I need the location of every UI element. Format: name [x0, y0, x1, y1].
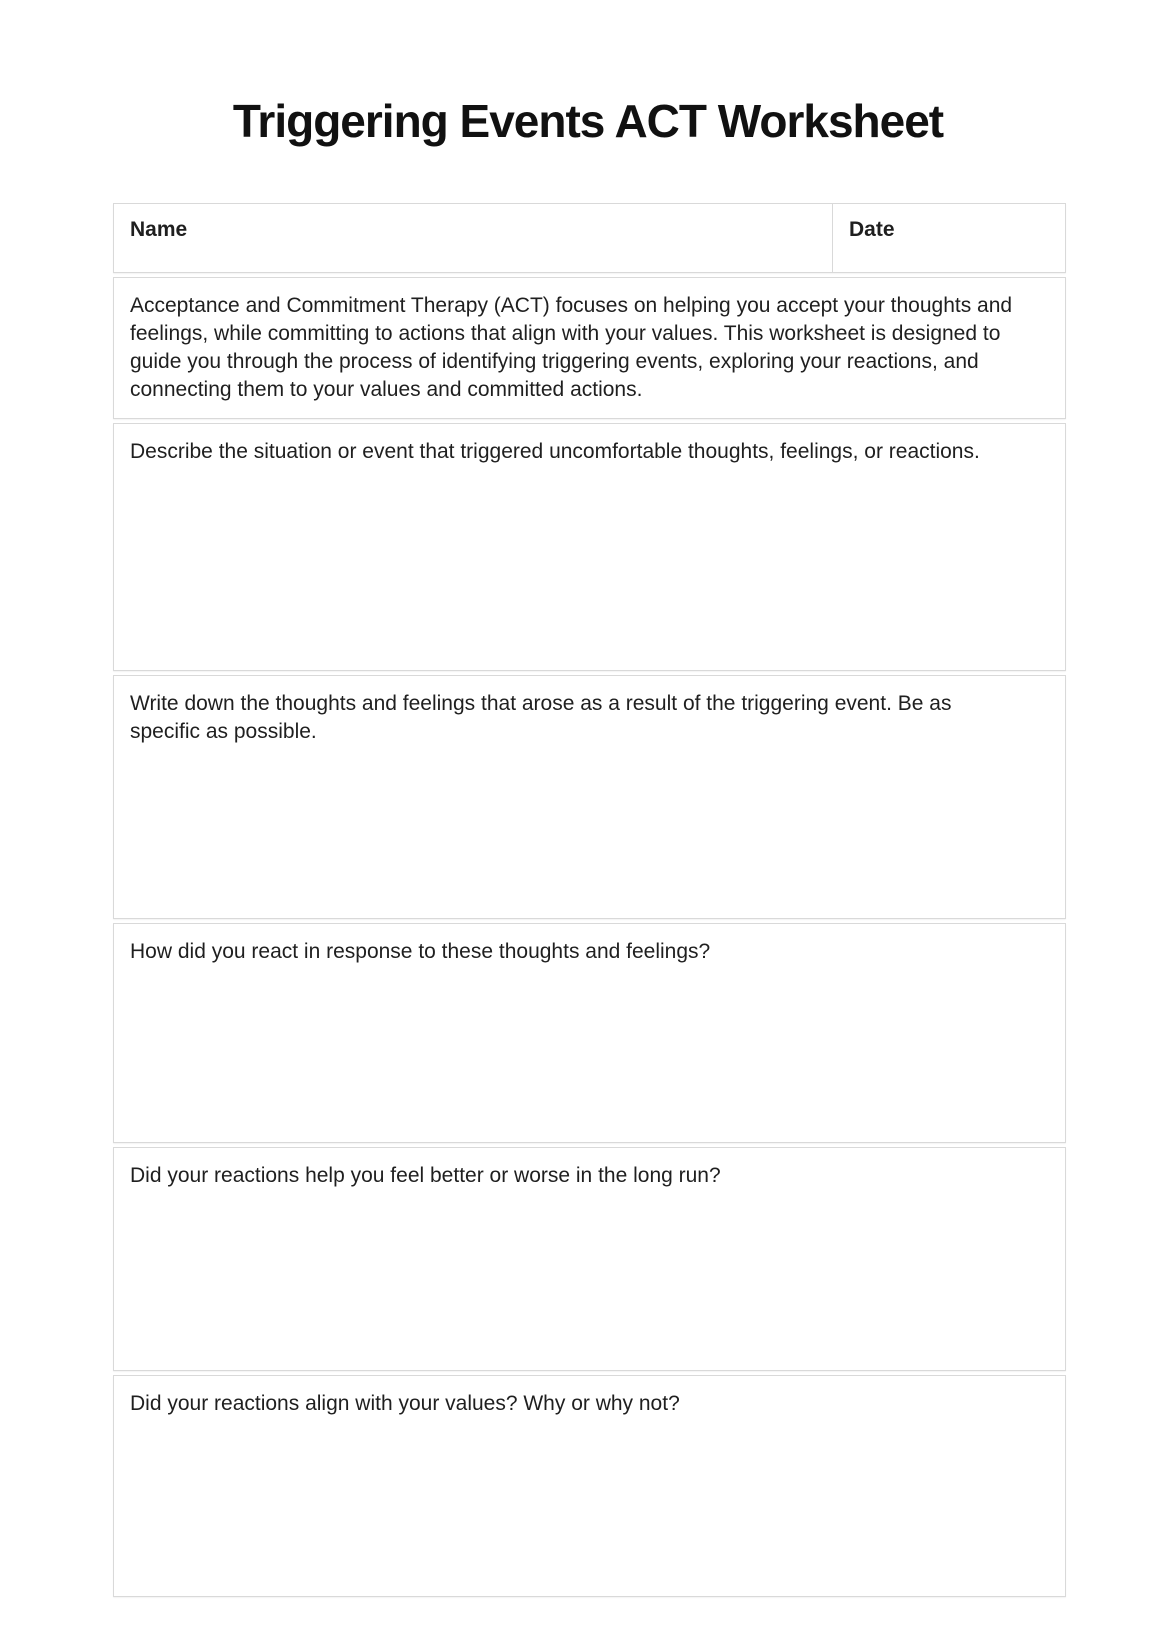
answer-area-triggering-event[interactable]: [130, 466, 1025, 656]
section-prompt: How did you react in response to these thoughts and feelings?: [130, 940, 711, 963]
section-prompt: Did your reactions help you feel better or worse in the long run?: [130, 1164, 721, 1187]
section-reaction: [113, 923, 1066, 1143]
answer-area-reaction[interactable]: [130, 966, 1025, 1128]
date-field-cell: [833, 204, 1065, 272]
section-triggering-event: [113, 423, 1066, 671]
page-title: Triggering Events ACT Worksheet: [232, 95, 944, 147]
name-input-area[interactable]: [130, 244, 816, 260]
section-prompt: Describe the situation or event that triggered uncomfortable thoughts, feelings, or reactions.: [130, 440, 980, 463]
section-prompt: Write down the thoughts and feelings that arose as a result of the triggering event. Be as specific as possible.: [130, 692, 952, 743]
answer-area-values-alignment[interactable]: [130, 1418, 1025, 1582]
answer-area-better-or-worse[interactable]: [130, 1190, 1025, 1356]
intro-paragraph: Acceptance and Commitment Therapy (ACT) focuses on helping you accept your thoughts and feelings, while committing to actions that align with your values. This worksheet is designed to guide you through the process of identifying triggering events, exploring your reactions, and connecting them to your values and committed actions.: [113, 277, 1066, 419]
name-field-cell: [114, 204, 833, 272]
section-thoughts-feelings: [113, 675, 1066, 919]
date-input-area[interactable]: [849, 244, 1049, 260]
section-values-alignment: [113, 1375, 1066, 1597]
section-better-or-worse: [113, 1147, 1066, 1371]
answer-area-thoughts-feelings[interactable]: [130, 746, 1025, 904]
name-label: Name: [130, 218, 188, 241]
section-prompt: Did your reactions align with your values? Why or why not?: [130, 1392, 680, 1415]
date-label: Date: [849, 218, 895, 241]
name-date-row: [113, 203, 1066, 273]
worksheet-body: [113, 203, 1066, 1597]
